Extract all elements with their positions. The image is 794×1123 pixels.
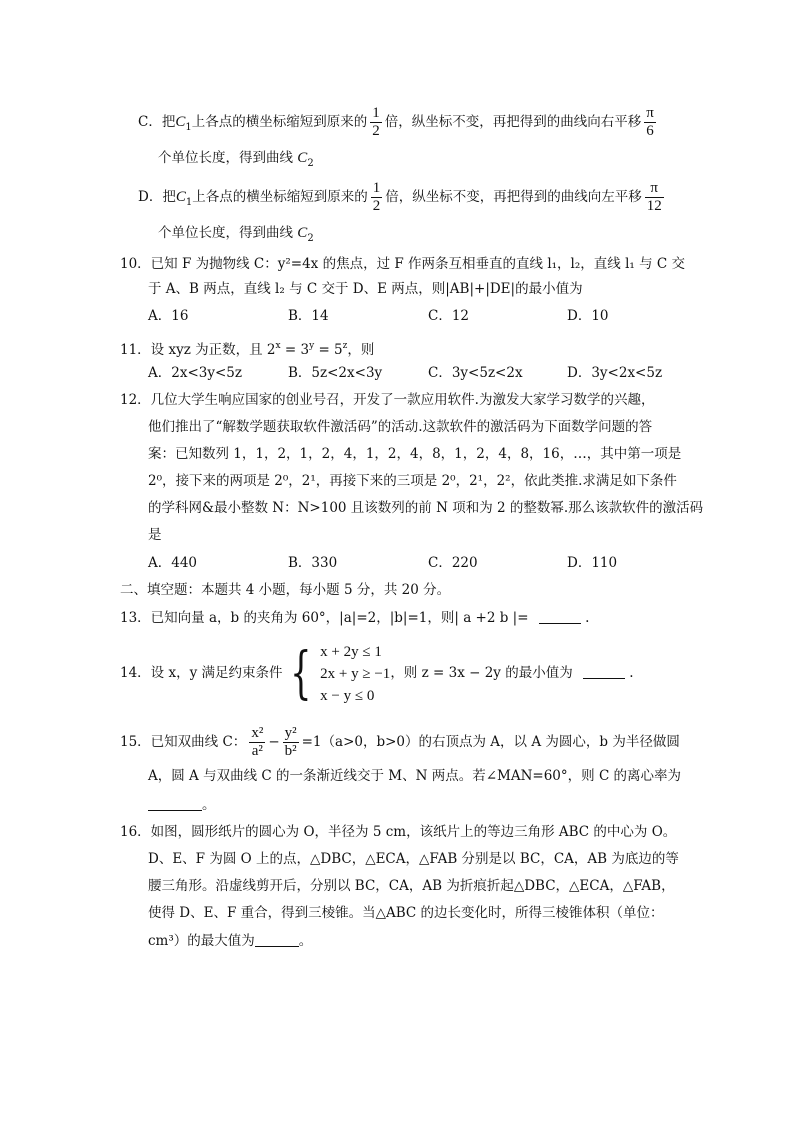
denominator: b² — [284, 743, 297, 759]
curve-symbol: C — [297, 150, 308, 166]
section-heading: 二、填空题：本题共 4 小题，每小题 5 分，共 20 分。 — [120, 582, 451, 598]
q10-option-a: A．16 — [148, 308, 189, 324]
option-text: 上各点的横坐标缩短到原来的 — [191, 114, 368, 130]
q15-line2: A，圆 A 与双曲线 C 的一条渐近线交于 M、N 两点。若∠MAN=60°，则 C 的离心率为 — [148, 768, 682, 784]
fraction-half — [370, 105, 382, 140]
q15-line1 — [120, 722, 680, 762]
q14 — [120, 640, 634, 707]
q12-option-d: D．110 — [567, 555, 618, 571]
q9-option-c — [138, 105, 659, 140]
q16-line3: 腰三角形。沿虚线剪开后，分别以 BC，CA，AB 为折痕折起△DBC，△ECA，△FAB， — [148, 878, 675, 894]
fraction-half — [371, 180, 383, 215]
q10-option-b: B．14 — [288, 308, 329, 324]
stem-text: 15．已知双曲线 C： — [120, 734, 247, 750]
subscript: 2 — [307, 158, 314, 169]
q11-option-b: B．5z<2x<3y — [288, 365, 383, 381]
q12-line4: 2⁰，接下来的两项是 2⁰，2¹，再接下来的三项是 2⁰，2¹，2²，依此类推.求满足如下条件 — [148, 473, 677, 489]
constraint: x − y ≤ 0 — [320, 687, 375, 704]
curve-symbol: C — [297, 225, 308, 241]
period: 。 — [202, 797, 216, 813]
answer-blank[interactable] — [583, 664, 625, 679]
q12-line2: 他们推出了“解数学题获取软件激活码”的活动.这款软件的激活码为下面数学问题的答 — [148, 419, 653, 435]
constraint: 2x + y ≥ −1 — [320, 665, 391, 682]
numerator: 1 — [372, 180, 381, 196]
option-text: 个单位长度，得到曲线 — [158, 150, 293, 166]
answer-blank[interactable] — [539, 609, 581, 624]
exponent: z — [342, 341, 348, 351]
denominator: 2 — [372, 123, 380, 139]
q9-option-c-line2 — [158, 148, 314, 174]
subscript: 2 — [307, 233, 314, 244]
answer-blank[interactable] — [255, 932, 299, 947]
period: . — [580, 610, 590, 626]
q15-line3 — [148, 795, 216, 815]
q12-option-c: C．220 — [428, 555, 478, 571]
q10-line2: 于 A、B 两点，直线 l₂ 与 C 交于 D、E 两点，则|AB|+|DE|的最小值为 — [148, 281, 583, 297]
exponent: y — [309, 341, 315, 351]
answer-blank[interactable] — [148, 796, 202, 811]
curve-symbol: C — [175, 114, 186, 130]
denominator: 2 — [372, 198, 381, 214]
q10-option-d: D．10 — [567, 308, 609, 324]
numerator: x² — [251, 725, 264, 741]
stem-text: = 3 — [280, 342, 310, 358]
q13 — [120, 608, 589, 628]
constraint: x + 2y ≤ 1 — [320, 643, 382, 660]
stem-text: 11．设 xyz 为正数，且 2 — [120, 342, 276, 358]
fraction-x — [249, 725, 265, 760]
q16-line1: 16．如图，圆形纸片的圆心为 O，半径为 5 cm，该纸片上的等边三角形 ABC 的中心为 O。 — [120, 824, 677, 840]
stem-text: cm³）的最大值为 — [148, 933, 255, 949]
stem-text: =1（a>0，b>0）的右顶点为 A，以 A 为圆心，b 为半径做圆 — [301, 734, 680, 750]
subscript: 1 — [185, 122, 192, 133]
q9-option-d — [138, 180, 667, 215]
stem-text: ，则 z = 3x − 2y 的最小值为 — [390, 665, 573, 681]
curve-symbol: C — [175, 189, 186, 205]
numerator: y² — [284, 725, 297, 741]
fraction-shift — [645, 180, 664, 215]
option-text: 上各点的横坐标缩短到原来的 — [192, 189, 368, 205]
numerator: 1 — [372, 105, 380, 121]
q10-line1: 10．已知 F 为抛物线 C：y²=4x 的焦点，过 F 作两条互相垂直的直线 l₁，l₂，直线 l₁ 与 C 交 — [120, 256, 686, 272]
numerator: π — [645, 180, 664, 198]
stem-text: ，则 — [347, 342, 375, 358]
left-brace: { — [289, 640, 312, 706]
q11-stem — [120, 336, 374, 360]
option-label: D．把 — [138, 189, 176, 205]
q12-line5: 的学科网&最小整数 N：N>100 且该数列的前 N 项和为 2 的整数幂.那么该款软件的激活码 — [148, 500, 704, 516]
q12-option-b: B．330 — [288, 555, 338, 571]
option-text: 倍，纵坐标不变，再把得到的曲线向左平移 — [385, 189, 642, 205]
q16-line5 — [148, 931, 312, 951]
option-text: 个单位长度，得到曲线 — [158, 225, 293, 241]
subscript: 1 — [185, 197, 193, 208]
q11-option-a: A．2x<3y<5z — [148, 365, 242, 381]
q12-line3: 案：已知数列 1，1，2，1，2，4，1，2，4，8，1，2，4，8，16，…，其中第一项是 — [148, 446, 682, 462]
q11-option-d: D．3y<2x<5z — [567, 365, 663, 381]
q12-line6: 是 — [148, 527, 162, 543]
q12-line1: 12．几位大学生响应国家的创业号召，开发了一款应用软件.为激发大家学习数学的兴趣， — [120, 392, 655, 408]
q11-option-c: C．3y<5z<2x — [428, 365, 523, 381]
exponent: x — [275, 341, 281, 351]
minus: − — [268, 734, 280, 750]
denominator: 6 — [646, 123, 654, 139]
q12-option-a: A．440 — [148, 555, 198, 571]
stem-text: 13．已知向量 a，b 的夹角为 60°，|a|=2，|b|=1，则| a +2 b |= — [120, 610, 529, 626]
period: . — [625, 665, 634, 681]
q9-option-d-line2 — [158, 223, 314, 249]
fraction-shift — [644, 105, 656, 140]
q10-option-c: C．12 — [428, 308, 470, 324]
denominator: 12 — [646, 198, 662, 214]
stem-text: 14．设 x，y 满足约束条件 — [120, 665, 283, 681]
denominator: a² — [251, 743, 263, 759]
period: 。 — [298, 933, 313, 949]
q16-line2: D、E、F 为圆 O 上的点，△DBC，△ECA，△FAB 分别是以 BC，CA，AB 为底边的等 — [148, 851, 679, 867]
stem-text: = 5 — [314, 342, 343, 358]
numerator: π — [646, 105, 654, 121]
constraint-system — [320, 641, 390, 707]
option-text: 倍，纵坐标不变，再把得到的曲线向右平移 — [384, 114, 642, 130]
q16-line4: 使得 D、E、F 重合，得到三棱锥。当△ABC 的边长变化时，所得三棱锥体积（单位： — [148, 905, 664, 921]
option-label: C．把 — [138, 114, 176, 130]
fraction-y — [283, 725, 299, 760]
